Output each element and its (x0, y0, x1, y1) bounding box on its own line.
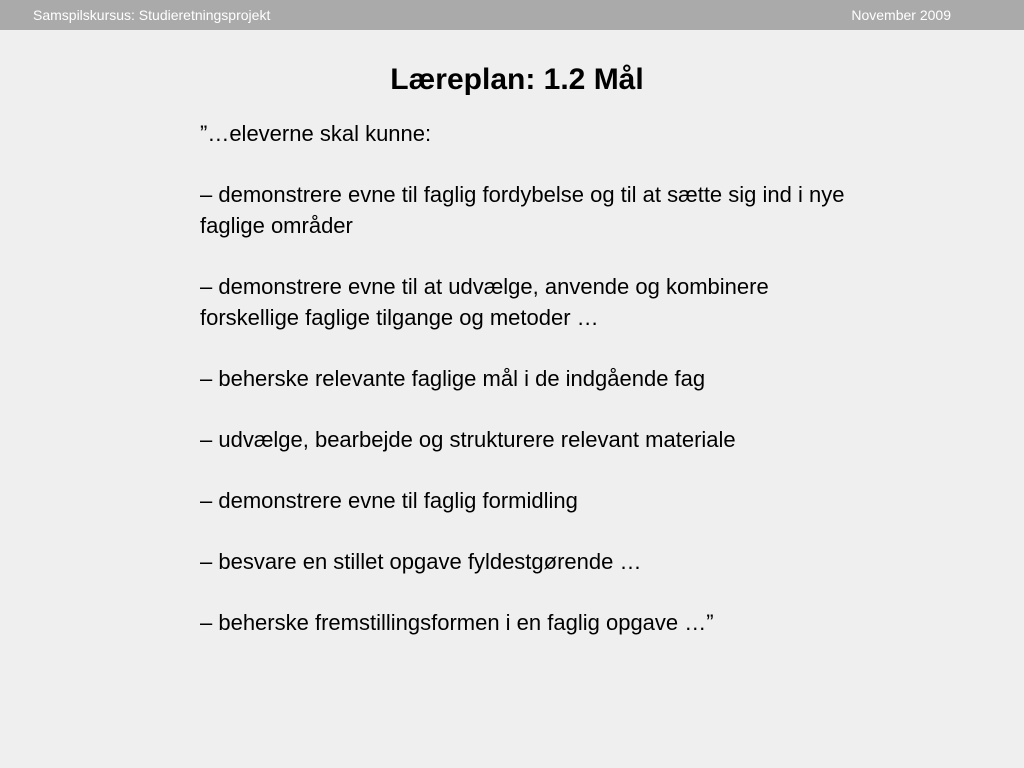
list-item: – udvælge, bearbejde og strukturere relevant materiale (200, 427, 736, 452)
course-name: Samspilskursus: Studieretningsprojekt (33, 7, 271, 23)
intro-text: ”…eleverne skal kunne: (200, 121, 432, 146)
list-item: – demonstrere evne til faglig formidling (200, 488, 578, 513)
slide-date: November 2009 (851, 7, 951, 23)
list-item: – demonstrere evne til faglig fordybelse og til at sætte sig ind i nye faglige områder (200, 182, 845, 238)
slide-title: Læreplan: 1.2 Mål (390, 63, 644, 96)
list-item: – besvare en stillet opgave fyldestgørende … (200, 549, 642, 574)
list-item: – beherske relevante faglige mål i de indgående fag (200, 366, 706, 391)
slide-content (200, 118, 870, 668)
header-bar (0, 0, 1024, 30)
list-item: – beherske fremstillingsformen i en faglig opgave …” (200, 610, 714, 635)
list-item: – demonstrere evne til at udvælge, anvende og kombinere forskellige faglige tilgange og metoder … (200, 274, 769, 330)
